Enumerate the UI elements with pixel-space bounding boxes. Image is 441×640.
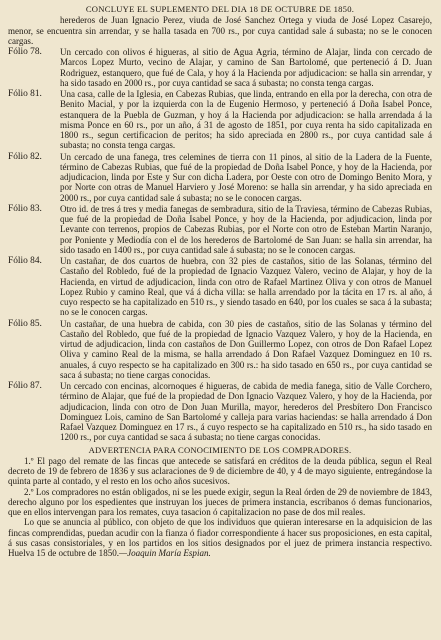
folio-number: Fólio 83. [8,203,42,214]
continued-entry-text: herederos de Juan Ignacio Perez, viuda de José Sanchez Ortega y viuda de José Lopez Casarejo, menor, se encuentra sin arrendar, y se halla tasada en 700 rs., por cuya cantidad sale á subasta; no se le conocen cargas. [8,15,432,46]
notice-paragraph: 2.º Los compradores no están obligados, ni se les puede exigir, segun la Real órden de 29 de noviembre de 1843, derecho alguno por los espedientes que instruyan los jueces de primera instancia, escribanos ó demas funcionarios, que en ellos intervengan para los remates, cuya tasacion ó capitalizacion no pase de dos mil reales. [8,486,432,517]
entry-description: Un cercado con olivos é higueras, al sitio de Agua Agria, término de Alajar, linda con cercado de Marcos Lopez Murto, vecino de Alajar, y camino de San Bartolomé, que perteneció á D. Juan Rodriguez, estanquero, que fué de Cala, y hoy á la Hacienda por adjudicacion: se halla sin arrendar, y ha sido tasado en 2000 rs., por cuya cantidad se saca á subasta; no consta tenga cargas. [60,47,432,88]
notice-title: ADVERTENCIA PARA CONOCIMIENTO DE LOS COMPRADORES. [88,444,352,455]
property-entry [8,204,432,255]
property-entry [8,89,432,151]
property-entry [8,47,432,88]
property-entry [8,381,432,443]
entry-description: Un cercado de una fanega, tres celemines de tierra con 11 pinos, al sitio de la Ladera de la Fuente, término de Cabezas Rubias, que fué de la propiedad de Doña Isabel Ponce, y hoy de la Hacienda, por adjudicacion, linda por Este y Sur con dicha Ladera, por Oeste con otro de Domingo Benito Mora, y por Norte con otras de Manuel Harviero y José Moreno: se halla sin arrendar, y ha sido apreciada en 2000 rs., por cuya cantidad sale á subasta; no se le conocen cargas. [60,151,432,203]
folio-number: Fólio 87. [8,381,42,391]
entry-description: Un castañar, de dos cuartos de huebra, con 32 pies de castaños, sitio de las Solanas, término del Castaño del Robledo, fué de la propiedad de Ignacio Vazquez Valero, vecino de Alajar, y hoy de la Hacienda, en virtud de adjudicacion, linda con otro de Rafael Martinez Oliva y con otros de Manuel Lopez Rubio y camino Real, que vá á dicha villa: se halla arrendado por la tácita en 17 rs. al año, á cuyo respecto se ha capitalizado en 510 rs., y siendo tasado en 640, por los cuales se saca á la subasta; no se le conocen cargas. [60,256,432,318]
property-entry [8,256,432,318]
folio-number: Fólio 81. [8,89,42,99]
entry-description: Un cercado con encinas, alcornoques é higueras, de cabida de media fanega, sitio de Valle Corchero, término de Alajar, que fué de la propiedad de Don Ignacio Vazquez Valero, y hoy de la Hacienda, por adjudicacion, linda con otro de Don Juan Murilla, mayor, herederos del Presbítero Don Francisco Dominguez Lois, camino de San Bartolomé y calleja para varias haciendas: se halla arrendado á Don Rafael Vazquez Dominguez en 17 rs., á cuyo respecto se ha capitalizado en 510 rs., ha sido tasado en 1200 rs., por cuya cantidad se saca á subasta; no tiene cargas conocidas. [60,381,432,443]
entry-description: Un castañar, de una huebra de cabida, con 30 pies de castaños, sitio de las Solanas y término del Castaño del Robledo, que fué de la propiedad de Ignacio Vazquez Valero, y hoy de la Hacienda, en virtud de adjudicacion, linda con castaños de Don Guillermo Lopez, con otros de Don Rafael Lopez Oliva y camino Real de la misma, se halla arrendado á Don Rafael Vazquez Dominguez en 10 rs. anuales, á cuyo respecto se ha capitalizado en 300 rs.: ha sido tasado en 650 rs., por cuya cantidad se saca á subasta; no tiene cargas conocidas. [60,318,432,380]
notice-paragraph [8,517,432,558]
property-entry [8,152,432,203]
supplement-title: CONCLUYE EL SUPLEMENTO DEL DIA 18 DE OCTUBRE DE 1850. [85,4,355,14]
property-entry [8,319,432,381]
folio-number: Fólio 78. [8,47,42,57]
notice-closing-text: Lo que se anuncia al público, con objeto de que los individuos que quieran interesarse en la adquisicion de las fincas comprendidas, puedan acudir con la fianza ó fiador correspondiente á hacer sus proposiciones, en esta capital, á sus casas consistoriales, y en los partidos en los sitios designados por el juez de primera instancia respectivo. Huelva 15 de octubre de 1850. [8,517,432,558]
entry-description: Otro id. de tres á tres y media fanegas de sembradura, sitio de la Traviesa, término de Cabezas Rubias, que fué de la propiedad de Doña Isabel Ponce, y hoy de la Hacienda, por adjudicacion, linda por Levante con terrenos, propios de Cabezas Rubias, por el Norte con otro de Esteban Martin Naranjo, por Poniente y Mediodía con el de los herederos de Bartolomé de San Juan: se halla sin arrendar, ha sido tasado en 1400 rs., por cuya cantidad sale á subasta; no se le conocen cargas. [60,203,432,255]
folio-number: Fólio 85. [8,318,42,329]
folio-number: Fólio 84. [8,256,42,266]
folio-number: Fólio 82. [8,151,42,162]
entry-description: Una casa, calle de la Iglesia, en Cabezas Rubias, que linda, entrando en ella por la derecha, con otra de Benito Macial, y por la izquierda con la de Eugenio Hermoso, y perteneció á Doña Isabel Ponce, estanquera de la Puebla de Guzman, y hoy á la Hacienda por adjudicacion: se halla arrendada á la misma Ponce en 60 rs., por un año, á 31 de agosto de 1851, por cuya renta ha sido capitalizada en 1800 rs., segun certificacion de peritos; ha sido apreciada en 2800 rs., por cuya cantidad sale á subasta; no consta tenga cargas. [60,89,432,151]
notice-paragraph: 1.º El pago del remate de las fincas que antecede se satisfará en créditos de la deuda pública, segun el Real decreto de 19 de febrero de 1836 y sus aclaraciones de 9 de diciembre de 40, y 4 de mayo siguiente, entregándose la quinta parte al contado, y el resto en los ocho años sucesivos. [8,455,432,487]
signature: —Joaquin María Espian. [119,548,211,558]
